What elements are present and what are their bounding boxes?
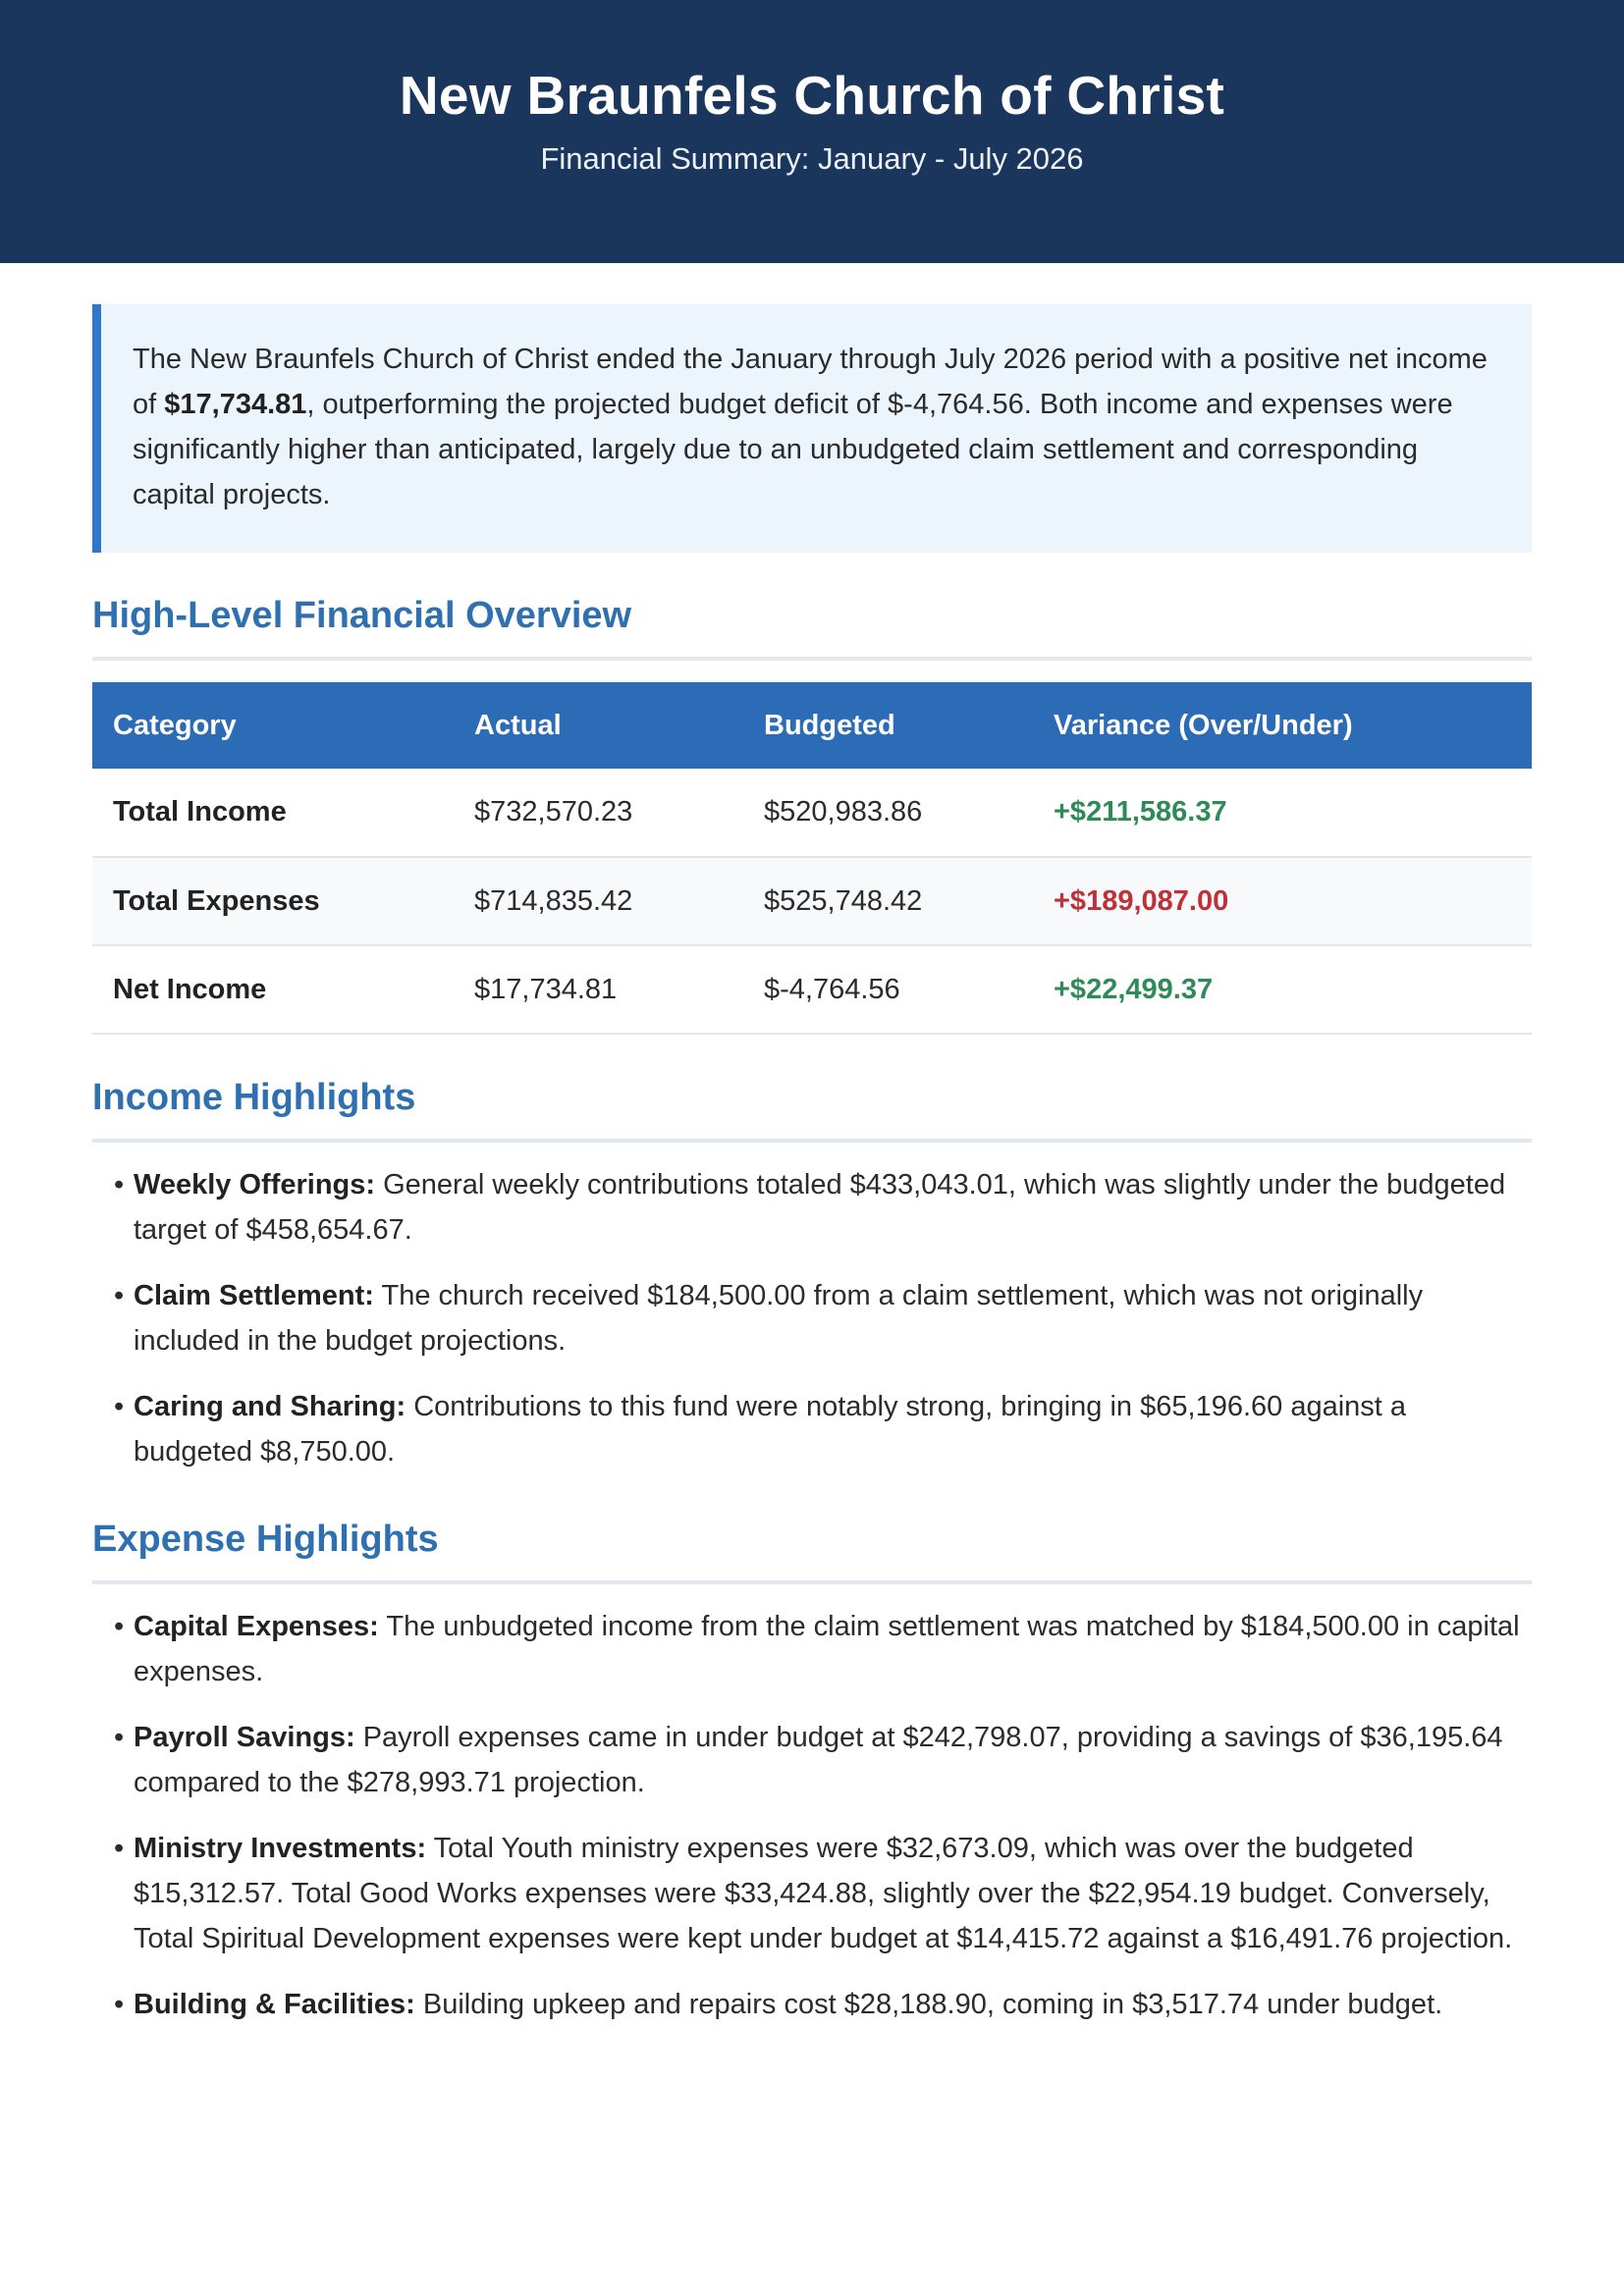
item-label: Claim Settlement: <box>134 1280 374 1311</box>
row-budgeted: $-4,764.56 <box>743 945 1033 1034</box>
list-item <box>92 1715 1532 1805</box>
row-category: Net Income <box>92 945 454 1034</box>
summary-text-end: , outperforming the projected budget deficit of $-4,764.56. Both income and expenses were significantly higher than anticipated, largely due to an unbudgeted claim settlement and corresponding capital projects. <box>133 389 1453 510</box>
row-category: Total Income <box>92 769 454 857</box>
main-content <box>92 304 1532 2027</box>
item-label: Ministry Investments: <box>134 1833 427 1864</box>
table-row <box>92 945 1532 1034</box>
bullet-icon: • <box>114 1391 125 1422</box>
row-budgeted: $525,748.42 <box>743 857 1033 945</box>
item-text: The church received $184,500.00 from a claim settlement, which was not originally included in the budget projections. <box>134 1280 1424 1357</box>
column-header: Actual <box>454 682 743 769</box>
list-item <box>92 1162 1532 1253</box>
row-variance: +$22,499.37 <box>1033 945 1532 1034</box>
row-category: Total Expenses <box>92 857 454 945</box>
bullet-icon: • <box>114 1833 125 1864</box>
list-item <box>92 1384 1532 1474</box>
item-text: General weekly contributions totaled $433,043.01, which was slightly under the budgeted target of $458,654.67. <box>134 1169 1506 1246</box>
row-actual: $732,570.23 <box>454 769 743 857</box>
page-header <box>0 0 1624 263</box>
item-label: Payroll Savings: <box>134 1722 355 1753</box>
item-label: Weekly Offerings: <box>134 1169 376 1201</box>
bullet-icon: • <box>114 1722 125 1753</box>
column-header: Variance (Over/Under) <box>1033 682 1532 769</box>
item-text: Contributions to this fund were notably strong, bringing in $65,196.60 against a budgeted $8,750.00. <box>134 1391 1407 1468</box>
bullet-icon: • <box>114 1611 125 1642</box>
row-variance: +$211,586.37 <box>1033 769 1532 857</box>
item-text: Building upkeep and repairs cost $28,188.90, coming in $3,517.74 under budget. <box>414 1989 1443 2020</box>
column-header: Budgeted <box>743 682 1033 769</box>
item-label: Capital Expenses: <box>134 1611 379 1642</box>
row-actual: $17,734.81 <box>454 945 743 1034</box>
income-highlights-list <box>92 1162 1532 1474</box>
row-variance: +$189,087.00 <box>1033 857 1532 945</box>
summary-callout <box>92 304 1532 553</box>
list-item <box>92 1826 1532 1961</box>
row-actual: $714,835.42 <box>454 857 743 945</box>
row-budgeted: $520,983.86 <box>743 769 1033 857</box>
document-subtitle: Financial Summary: January - July 2026 <box>540 141 1084 176</box>
list-item <box>92 1604 1532 1694</box>
table-header-row <box>92 682 1532 769</box>
column-header: Category <box>92 682 454 769</box>
item-text: Total Youth ministry expenses were $32,673.09, which was over the budgeted $15,312.57. Total Good Works expenses were $33,424.88, slightly over the $22,954.19 budget. Conversely, Total Spiritual Development expenses were kept under budget at $14,415.72 against a $16,491.76 projection. <box>134 1833 1513 1954</box>
summary-text-start: The New Braunfels Church of Christ ended the January through July 2026 period with a positive net income of <box>133 344 1488 420</box>
income-heading: Income Highlights <box>92 1076 1532 1143</box>
bullet-icon: • <box>114 1169 125 1201</box>
bullet-icon: • <box>114 1989 125 2020</box>
item-label: Caring and Sharing: <box>134 1391 406 1422</box>
expense-heading: Expense Highlights <box>92 1518 1532 1584</box>
item-text: The unbudgeted income from the claim settlement was matched by $184,500.00 in capital expenses. <box>134 1611 1520 1687</box>
overview-heading: High-Level Financial Overview <box>92 594 1532 661</box>
bullet-icon: • <box>114 1280 125 1311</box>
table-row <box>92 857 1532 945</box>
summary-net-income: $17,734.81 <box>164 389 307 420</box>
document-title: New Braunfels Church of Christ <box>399 65 1225 126</box>
list-item <box>92 1273 1532 1363</box>
list-item <box>92 1982 1532 2027</box>
financial-overview-table <box>92 682 1532 1035</box>
expense-highlights-list <box>92 1604 1532 2027</box>
table-row <box>92 769 1532 857</box>
item-text: Payroll expenses came in under budget at $242,798.07, providing a savings of $36,195.64 compared to the $278,993.71 projection. <box>134 1722 1503 1798</box>
item-label: Building & Facilities: <box>134 1989 415 2020</box>
